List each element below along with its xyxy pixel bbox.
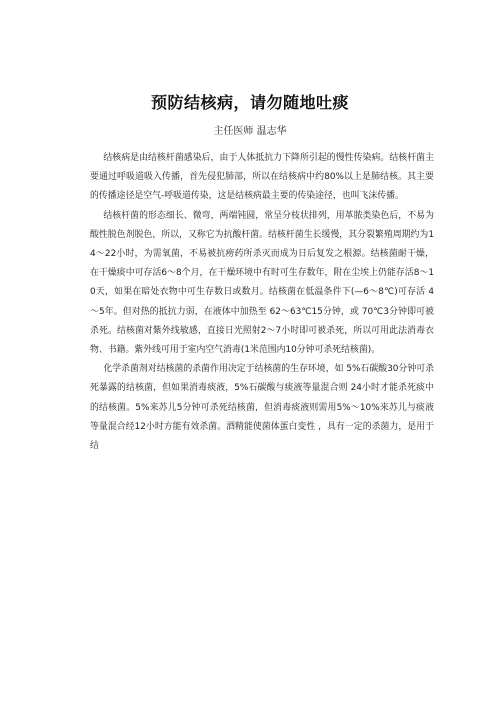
author-line: 主任医师 温志华 [213,126,287,137]
paragraph: 结核病是由结核杆菌感染后，由于人体抵抗力下降所引起的慢性传染病。结核杆菌主要通过呼吸道吸入传播，首先侵犯肺部，所以在结核病中约80%以上是肺结核。其主要的传播途径是空气-呼吸道传染，这是结核病最主要的传染途径，也叫飞沫传播。 [90,153,434,202]
document-title: 预防结核病，请勿随地吐痰 [150,93,349,112]
document-body [90,149,434,456]
paragraph: 化学杀菌剂对结核菌的杀菌作用决定于结核菌的生存环境，如 5%石碳酸30分钟可杀死暴露的结核菌，但如果消毒痰液，5%石碳酸与痰液等量混合则 24小时才能杀死痰中的结核菌。5%来苏儿5分钟可杀死结核菌，但消毒痰液则需用5%～10%来苏儿与痰液等量混合经12小时方能有效杀菌。酒精能使菌体蛋白变性 ，具有一定的杀菌力，是用于结 [90,364,434,452]
paragraph: 结核杆菌的形态细长、微弯，两端钝圆，常呈分枝状排列，用革脓类染色后，不易为酸性脱色剂脱色，所以，又称它为抗酸杆菌。结核杆菌生长缓慢，其分裂繁殖周期约为14～22小时，为需氧菌，不易被抗痨药所杀灭而成为日后复发之根源。结核菌耐干燥，在干燥痰中可存活6～8个月，在干燥环境中有时可生存数年，附在尘埃上仍能存活8～10天，如果在暗处衣物中可生存数日或数月。结核菌在低温条件下(—6～8℃)可存活 4～5年。但对热的抵抗力弱，在液体中加热至 62～63℃15分钟，或 70℃3分钟即可被杀死。结核菌对紫外线敏感，直接日光照射2～7小时即可被杀死，所以可用此法消毒衣物、书籍。紫外线可用于室内空气消毒(1米范围内10分钟可杀死结核菌)。 [90,210,434,356]
